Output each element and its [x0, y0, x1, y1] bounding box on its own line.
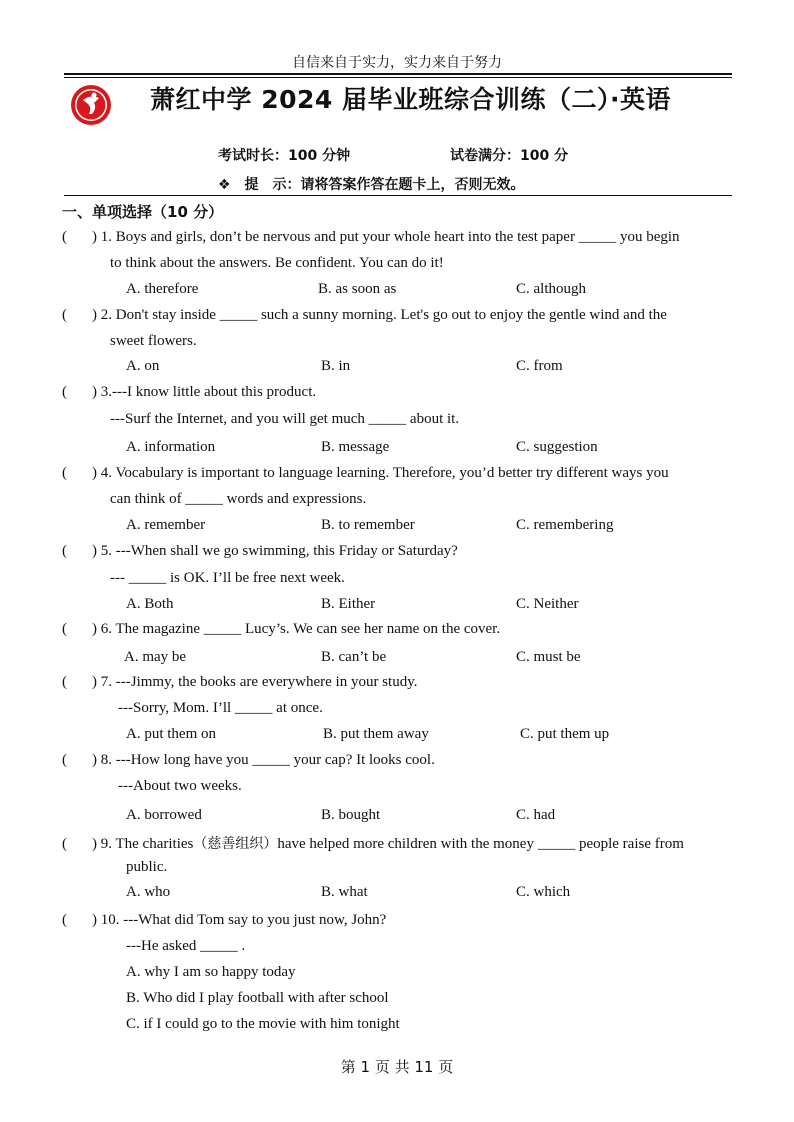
question-8-line2: ---About two weeks. [118, 778, 242, 794]
q1-option-c: C. although [516, 281, 586, 297]
header-rule-thick [64, 73, 732, 75]
q4-option-a: A. remember [126, 517, 206, 533]
question-5: ( ) 5. ---When shall we go swimming, this Friday or Saturday? [62, 543, 458, 559]
question-2: ( ) 2. Don't stay inside _____ such a sunny morning. Let's go out to enjoy the gentle wind and the [62, 307, 667, 323]
q3-option-a: A. information [126, 439, 216, 455]
chinese-gloss: （慈善组织） [193, 836, 278, 852]
question-2-line2: sweet flowers. [110, 333, 197, 349]
question-5-line2: --- _____ is OK. I’ll be free next week. [110, 570, 345, 586]
question-9: ( ) 9. The charities（慈善组织）have helped more children with the money _____ people raise from [62, 836, 684, 852]
q3-option-c: C. suggestion [516, 439, 598, 455]
question-1-line2: to think about the answers. Be confident. You can do it! [110, 255, 444, 271]
page-title: 萧红中学 2024 届毕业班综合训练（二）·英语 [150, 85, 671, 114]
q1-option-a: A. therefore [126, 281, 199, 297]
question-3-line2: ---Surf the Internet, and you will get much _____ about it. [110, 411, 460, 427]
question-8: ( ) 8. ---How long have you _____ your cap? It looks cool. [62, 752, 435, 768]
q5-option-c: C. Neither [516, 596, 579, 612]
q7-option-a: A. put them on [126, 726, 216, 742]
page-number: 第 1 页 共 11 页 [340, 1058, 454, 1076]
q6-option-b: B. can’t be [321, 649, 387, 665]
q5-option-a: A. Both [126, 596, 174, 612]
q4-option-c: C. remembering [516, 517, 614, 533]
q2-option-a: A. on [126, 358, 160, 374]
q6-option-a: A. may be [124, 649, 187, 665]
question-4: ( ) 4. Vocabulary is important to language learning. Therefore, you’d better try different ways you [62, 465, 669, 481]
question-3: ( ) 3.---I know little about this product. [62, 384, 317, 400]
q10-option-c: C. if I could go to the movie with him tonight [126, 1016, 400, 1032]
motto: 自信来自于实力，实力来自于努力 [292, 55, 502, 71]
q6-option-c: C. must be [516, 649, 581, 665]
section-rule [64, 195, 732, 196]
q2-option-b: B. in [321, 358, 351, 374]
q9-option-a: A. who [126, 884, 171, 900]
school-logo-icon [70, 84, 112, 126]
q7-option-c: C. put them up [520, 726, 610, 742]
q1-option-b: B. as soon as [318, 281, 397, 297]
q5-option-b: B. Either [321, 596, 376, 612]
question-6: ( ) 6. The magazine _____ Lucy’s. We can see her name on the cover. [62, 621, 501, 637]
exam-duration: 考试时长：100 分钟 [218, 148, 351, 164]
q8-option-a: A. borrowed [126, 807, 202, 823]
section-title: 一、单项选择（10 分） [62, 203, 224, 221]
header-rule-thin [64, 77, 732, 78]
full-score: 试卷满分：100 分 [450, 148, 569, 164]
question-10-line2: ---He asked _____ . [126, 938, 246, 954]
q2-option-c: C. from [516, 358, 563, 374]
question-1: ( ) 1. Boys and girls, don’t be nervous and put your whole heart into the test paper _____ you begin [62, 229, 680, 245]
q4-option-b: B. to remember [321, 517, 415, 533]
q8-option-c: C. had [516, 807, 556, 823]
question-7-line2: ---Sorry, Mom. I’ll _____ at once. [118, 700, 323, 716]
q9-option-b: B. what [321, 884, 368, 900]
q10-option-b: B. Who did I play football with after school [126, 990, 389, 1006]
q8-option-b: B. bought [321, 807, 381, 823]
q10-option-a: A. why I am so happy today [126, 964, 296, 980]
question-9-line2: public. [126, 859, 168, 875]
question-7: ( ) 7. ---Jimmy, the books are everywhere in your study. [62, 674, 418, 690]
answer-tip: ❖ 提 示：请将答案作答在题卡上，否则无效。 [218, 177, 525, 193]
question-4-line2: can think of _____ words and expressions. [110, 491, 367, 507]
q9-option-c: C. which [516, 884, 571, 900]
question-10: ( ) 10. ---What did Tom say to you just now, John? [62, 912, 387, 928]
q3-option-b: B. message [321, 439, 390, 455]
q7-option-b: B. put them away [323, 726, 429, 742]
